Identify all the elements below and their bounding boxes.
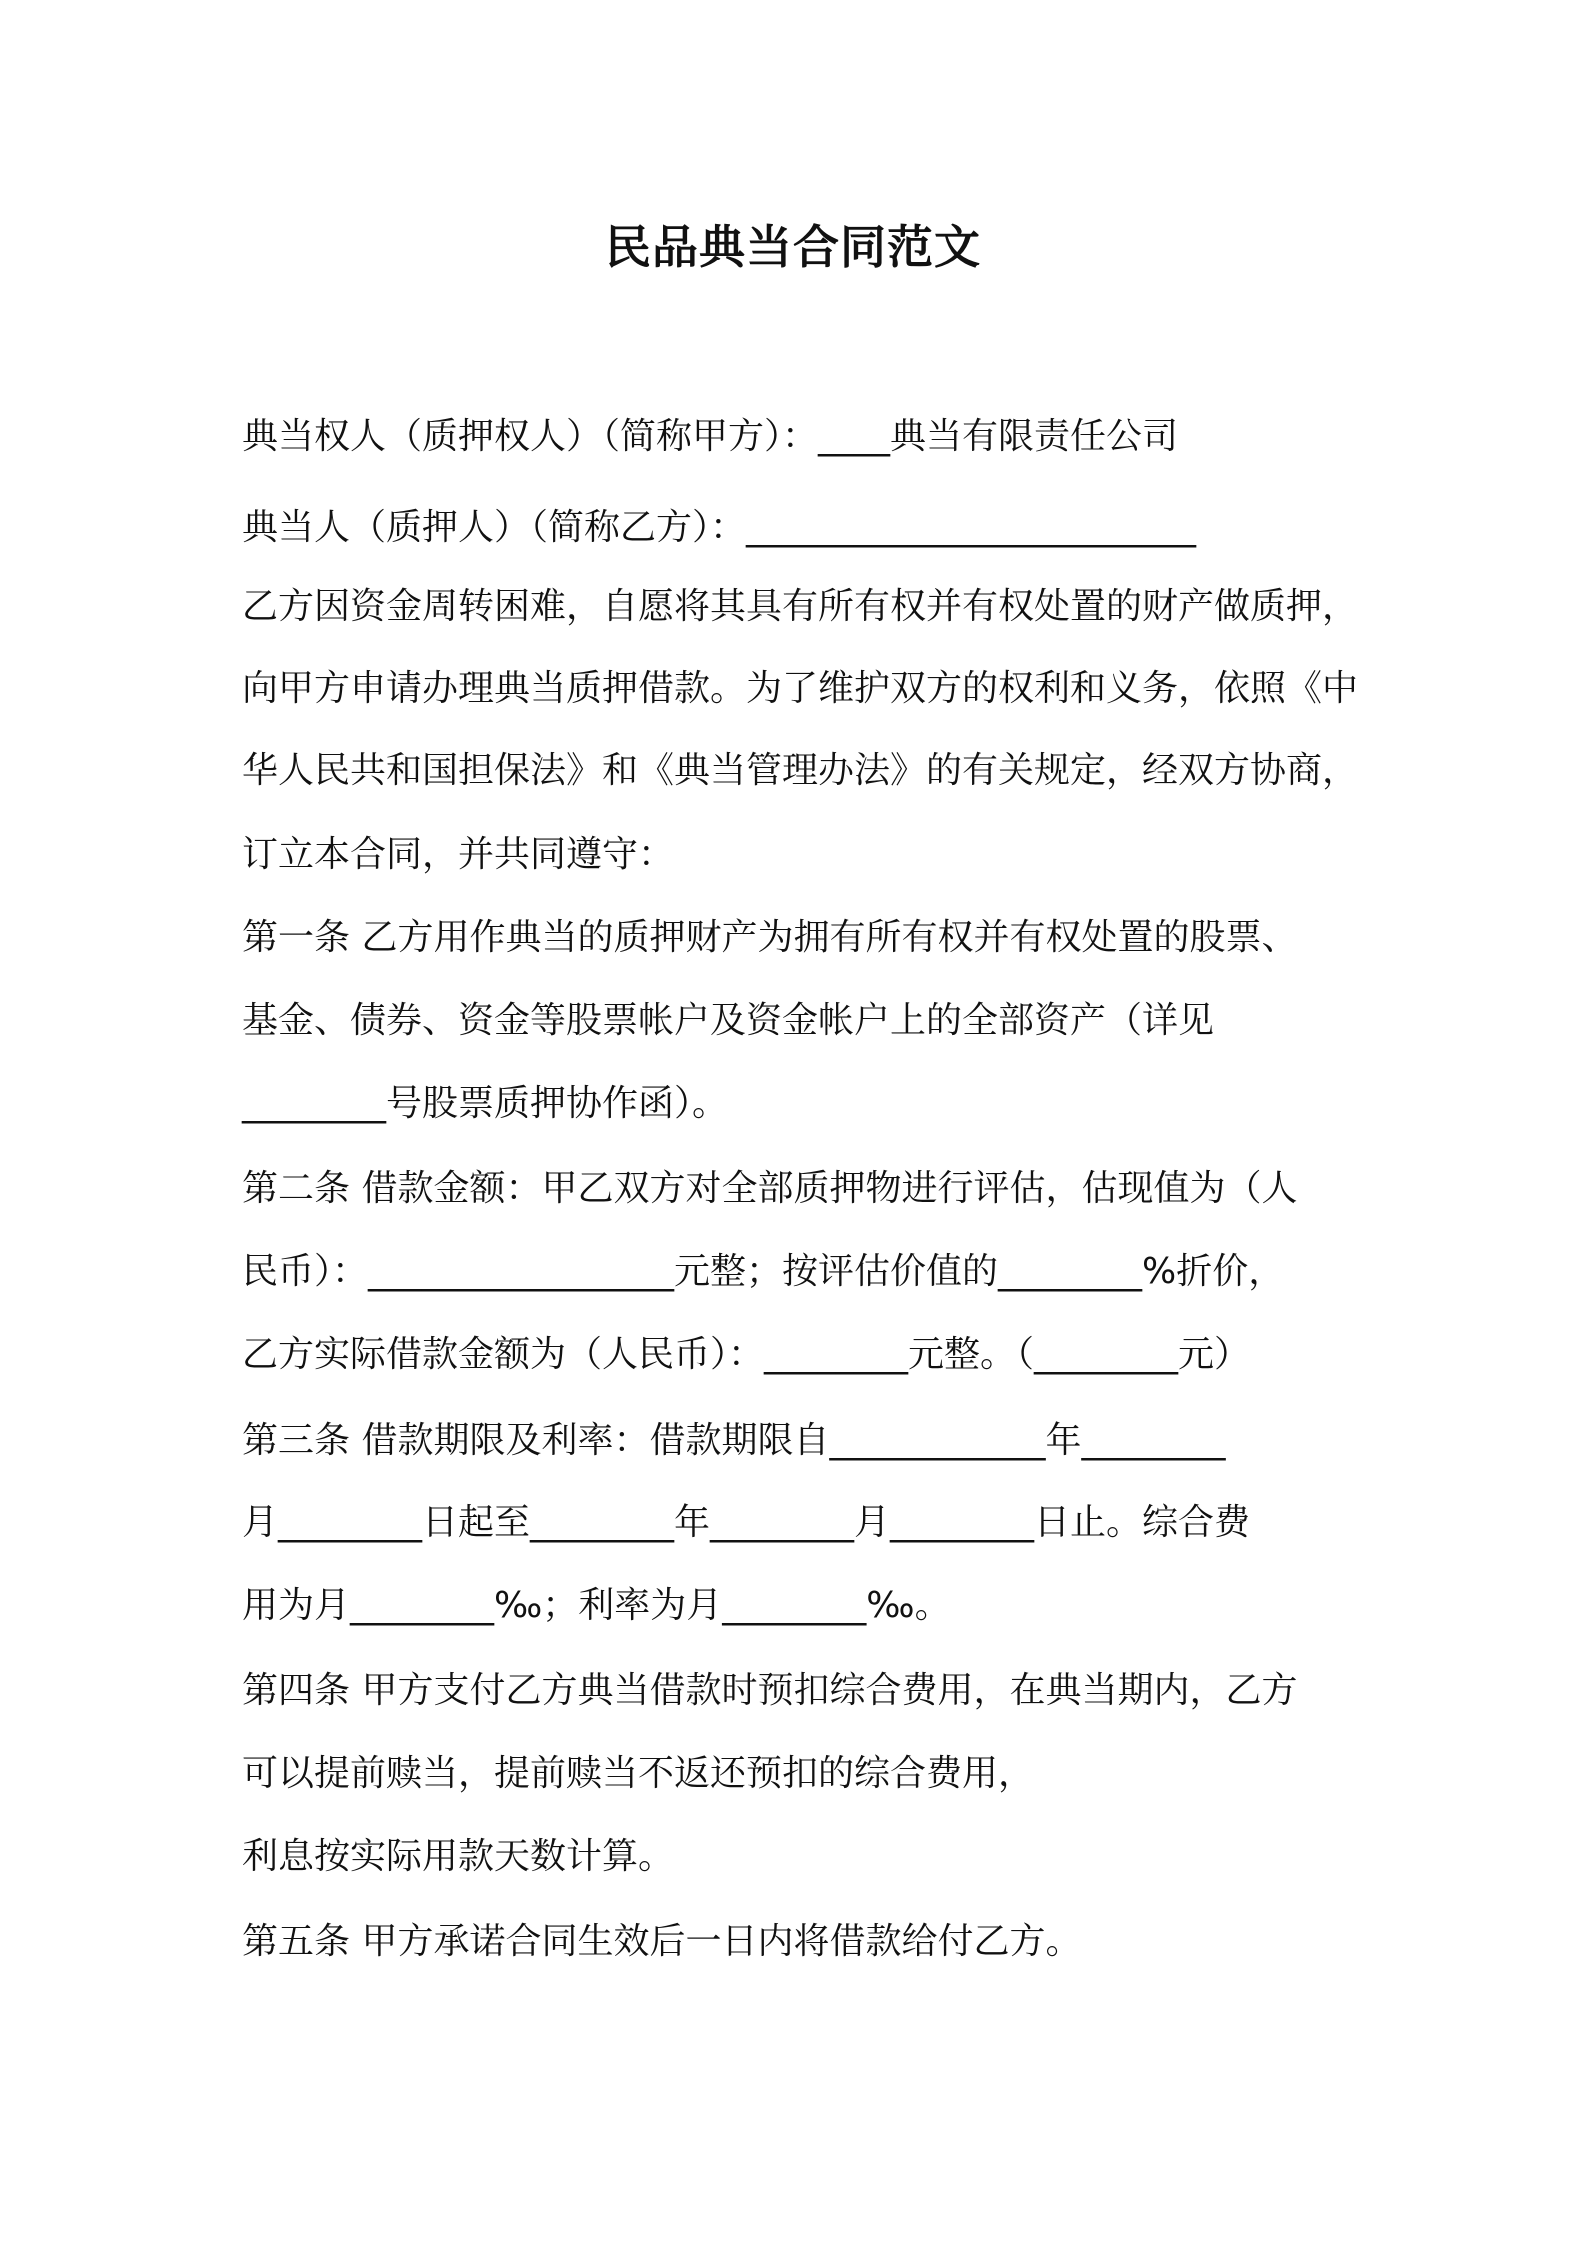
pawner-line: 典当人（质押人）（简称乙方）：_________________________ [242,507,1197,548]
article-3-line-1: 第三条 借款期限及利率：借款期限自____________年________ [242,1420,1226,1461]
preamble-line-3: 华人民共和国担保法》和《典当管理办法》的有关规定，经双方协商， [242,750,1359,791]
article-4-line-2: 可以提前赎当，提前赎当不返还预扣的综合费用， [242,1753,1035,1794]
article-4-line-1: 第四条 甲方支付乙方典当借款时预扣综合费用，在典当期内，乙方 [242,1670,1298,1711]
article-3-line-2: 月________日起至________年________月________日止。综合费 [242,1502,1251,1543]
article-3-line-3: 用为月________‰；利率为月________‰。 [242,1585,951,1626]
document-title: 民品典当合同范文 [605,220,981,274]
article-2-line-2: 民币）：_________________元整；按评估价值的________%折价， [242,1251,1285,1292]
pawnbroker-line: 典当权人（质押权人）（简称甲方）：____典当有限责任公司 [242,416,1179,457]
article-1-line-3: ________号股票质押协作函）。 [242,1083,729,1124]
preamble-line-2: 向甲方申请办理典当质押借款。为了维护双方的权利和义务，依照《中 [242,668,1359,709]
article-1-line-1: 第一条 乙方用作典当的质押财产为拥有所有权并有权处置的股票、 [242,917,1298,958]
article-5-line-1: 第五条 甲方承诺合同生效后一日内将借款给付乙方。 [242,1921,1082,1962]
article-4-line-3: 利息按实际用款天数计算。 [242,1836,675,1877]
preamble-line-1: 乙方因资金周转困难，自愿将其具有所有权并有权处置的财产做质押， [242,586,1359,627]
article-2-line-3: 乙方实际借款金额为（人民币）：________元整。（________元） [242,1334,1251,1375]
article-1-line-2: 基金、债券、资金等股票帐户及资金帐户上的全部资产（详见 [242,1000,1215,1041]
article-2-line-1: 第二条 借款金额：甲乙双方对全部质押物进行评估，估现值为（人 [242,1168,1298,1209]
preamble-line-4: 订立本合同，并共同遵守： [242,834,675,875]
